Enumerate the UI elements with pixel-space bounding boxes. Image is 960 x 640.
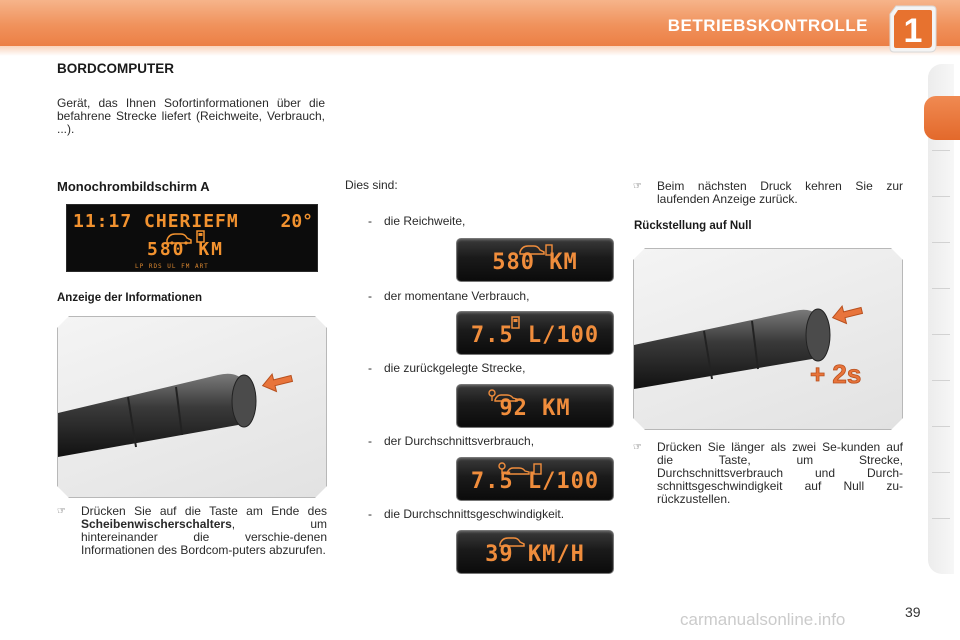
list-item-label: die Durchschnittsgeschwindigkeit. [384,507,565,521]
mono-display-line1: 11:17 CHERIEFM [73,211,239,232]
instruction-right-return [633,180,903,210]
tab-divider [932,334,950,335]
lcd-value: 580 KM [492,250,578,275]
list-item [368,214,465,228]
wiper-stalk-reset-photo [633,248,903,430]
list-item-label: die Reichweite, [384,214,466,228]
tab-divider [932,196,950,197]
tab-divider [932,242,950,243]
page-number: 39 [905,604,921,620]
instruction-left-bold: Scheibenwischerschalters [81,517,232,531]
lcd-distance [456,384,614,428]
mono-display-image [66,204,318,272]
list-dash: - [368,507,372,521]
orange-arrow-icon [830,302,863,327]
list-dash: - [368,289,372,303]
tab-divider [932,150,950,151]
lcd-value: 7.5 L/100 [470,323,600,348]
list-item [368,289,529,303]
list-item [368,361,525,375]
page-header [0,0,960,56]
instruction-left-suffix: , um hintereinander die verschie-denen Informationen des Bordcom-puters abzurufen. [81,517,327,557]
reset-duration-badge: + 2s [810,359,862,389]
lcd-value: 7.5 L/100 [470,469,600,494]
lcd-value: 92 KM [499,396,571,421]
header-fade [0,46,960,56]
intro-text: Gerät, das Ihnen Sofortinformationen über die befahrene Strecke liefert (Reichweite, Verbrauch, ...). [57,96,325,136]
chapter-tab-strip [928,64,954,574]
reset-heading: Rückstellung auf Null [634,220,752,232]
instruction-right-reset-text: Drücken Sie länger als zwei Se-kunden auf die Taste, um Strecke, Durchschnittsverbrauch und Durch-schnittsgeschwindigkeit auf Null zu-rückzustellen. [657,440,903,506]
chapter-badge [888,4,938,54]
list-item-label: die zurückgelegte Strecke, [384,361,526,375]
section-title: BORDCOMPUTER [57,61,174,76]
list-dash: - [368,361,372,375]
pointing-hand-icon: ☞ [57,506,66,517]
wiper-stalk-photo [57,316,327,498]
instruction-right-return-text: Beim nächsten Druck kehren Sie zur laufenden Anzeige zurück. [657,179,903,206]
mono-display-line2: 580 KM [147,239,225,260]
pointing-hand-icon: ☞ [633,442,642,453]
lcd-value: 39 KM/H [485,542,585,567]
chapter-tab-active[interactable] [924,96,960,140]
mono-display-line3: LP RDS UL FM ART [135,263,209,270]
header-title: BETRIEBSKONTROLLE [667,16,868,35]
instruction-left-prefix: Drücken Sie auf die Taste am Ende des [81,504,327,518]
list-item-label: der momentane Verbrauch, [384,289,530,303]
list-intro: Dies sind: [345,178,398,192]
list-dash: - [368,434,372,448]
instruction-left [57,505,327,575]
orange-arrow-icon [260,370,293,395]
list-dash: - [368,214,372,228]
list-item-label: der Durchschnittsverbrauch, [384,434,535,448]
instruction-left-text [81,505,327,557]
lcd-range [456,238,614,282]
tab-divider [932,288,950,289]
tab-divider [932,518,950,519]
watermark: carmanualsonline.info [680,610,846,629]
lcd-average-consumption [456,457,614,501]
info-heading: Anzeige der Informationen [57,292,203,304]
chapter-number: 1 [903,12,923,50]
list-item [368,434,534,448]
tab-divider [932,472,950,473]
mono-display-temperature: 20° [280,211,313,232]
tab-divider [932,426,950,427]
mono-display-heading: Monochrombildschirm A [57,179,210,194]
list-item [368,507,564,521]
instruction-right-reset [633,441,903,511]
pointing-hand-icon: ☞ [633,181,642,192]
lcd-average-speed [456,530,614,574]
tab-divider [932,380,950,381]
lcd-current-consumption [456,311,614,355]
